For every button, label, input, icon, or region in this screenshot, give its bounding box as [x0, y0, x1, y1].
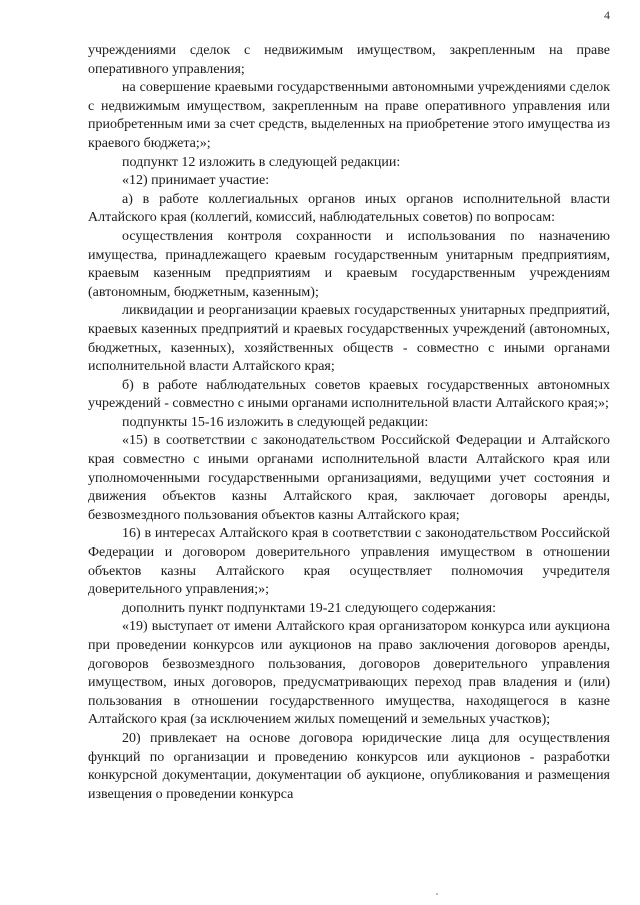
document-body: [88, 42, 610, 804]
paragraph: 20) привлекает на основе договора юридические лица для осуществления функций по организации и проведению конкурсов или аукционов - разработки конкурсной документации, документации об аукционе, опубликования и размещения извещения о проведении конкурса: [88, 730, 610, 802]
paragraph: 16) в интересах Алтайского края в соответствии с законодательством Российской Федерации и договором доверительного управления имуществом в отношении объектов казны Алтайского края осуществляет полномочия учредителя доверительного управления;»;: [88, 526, 610, 598]
paragraph: подпункт 12 изложить в следующей редакции:: [122, 154, 401, 170]
page-number: 4: [604, 8, 610, 22]
paragraph: осуществления контроля сохранности и использования по назначению имущества, принадлежащего краевым государственным унитарным предприятиям, краевым казенным предприятиям и краевым государственным учреждениям (автономным, бюджетным, казенным);: [88, 228, 610, 300]
paragraph: «19) выступает от имени Алтайского края организатором конкурса или аукциона при проведении конкурсов или аукционов на право заключения договоров аренды, договоров безвозмездного пользования, договоров доверительного управления имуществом, иных договоров, предусматривающих переход прав владения и (или) пользования в отношении государственного имущества, находящегося в казне Алтайского края (за исключением жилых помещений и земельных участков);: [88, 619, 610, 728]
paragraph: а) в работе коллегиальных органов иных органов исполнительной власти Алтайского края (коллегий, комиссий, наблюдательных советов) по вопросам:: [88, 191, 610, 226]
paragraph: ликвидации и реорганизации краевых государственных унитарных предприятий, краевых казенных предприятий и краевых государственных учреждений (автономных, бюджетных, казенных), хозяйственных обществ - совместно с иными органами исполнительной власти Алтайского края;: [88, 303, 610, 375]
paragraph: «15) в соответствии с законодательством Российской Федерации и Алтайского края совместно с иными органами исполнительной власти Алтайского края или уполномоченными государственными организациями, ведущими учет состояния и движения объектов казны Алтайского края, заключает договоры аренды, безвозмездного пользования объектов казны Алтайского края;: [88, 433, 610, 523]
paragraph: б) в работе наблюдательных советов краевых государственных автономных учреждений - совместно с иными органами исполнительной власти Алтайского края;»;: [88, 377, 610, 412]
paragraph: на совершение краевыми государственными автономными учреждениями сделок с недвижимым имуществом, закрепленным на праве оперативного управления или приобретенным ими за счет средств, выделенных на приобретение этого имущества из краевого бюджета;»;: [88, 80, 610, 151]
paragraph: дополнить пункт подпунктами 19-21 следующего содержания:: [122, 600, 497, 616]
paragraph: «12) принимает участие:: [122, 173, 270, 189]
paragraph: подпункты 15-16 изложить в следующей редакции:: [122, 414, 429, 430]
scan-artifact: [436, 893, 438, 895]
paragraph: учреждениями сделок с недвижимым имуществом, закрепленным на праве оперативного управления;: [88, 43, 610, 77]
